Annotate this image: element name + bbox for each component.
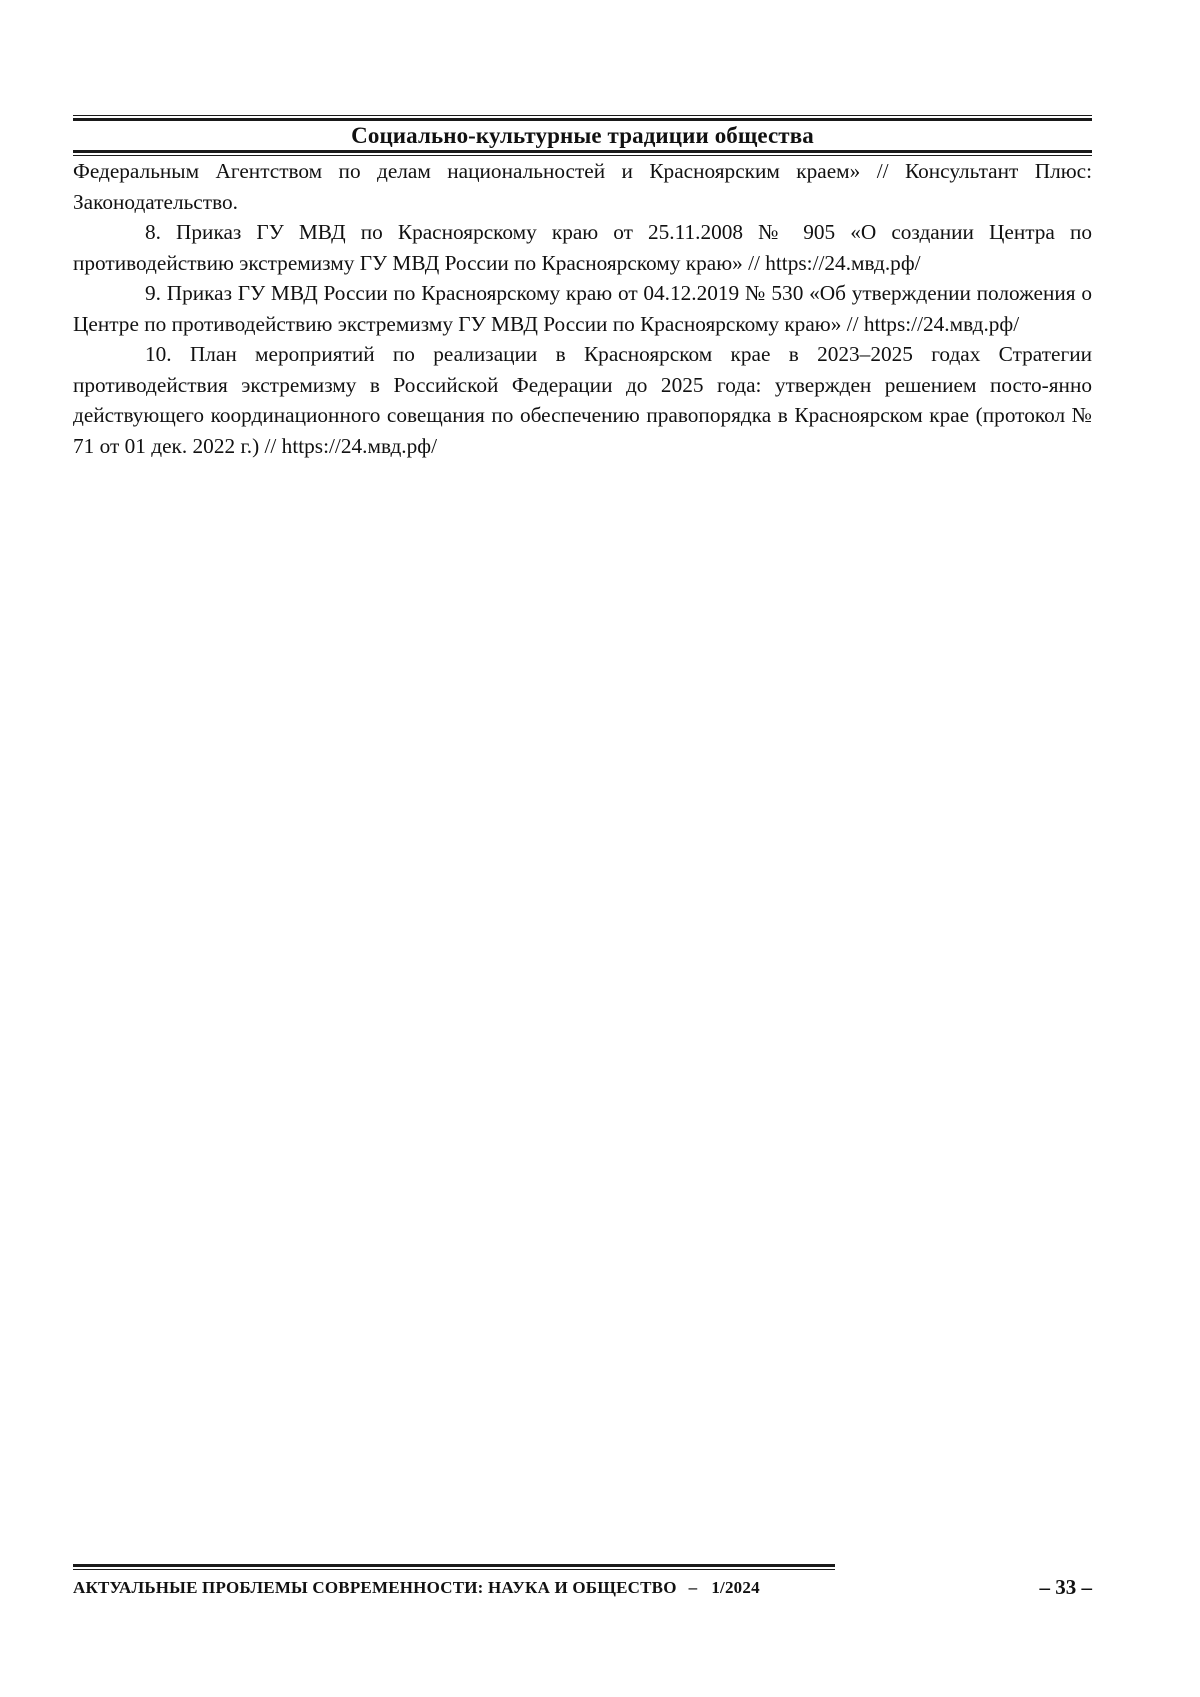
running-header [73,115,1092,156]
page-footer [73,1564,1092,1610]
journal-title-line [73,1578,760,1598]
journal-issue: 1/2024 [711,1578,760,1597]
reference-continuation: Федеральным Агентством по делам национальностей и Красноярским краем» // Консультант Плюс: Законодательство. [73,159,1092,214]
reference-item-10: 10. План мероприятий по реализации в Красноярском крае в 2023–2025 годах Стратегии противодействия экстремизму в Российской Федерации до 2025 года: утвержден решением посто-янно действующего координационного совещания по обеспечению правопорядка в Красноярском крае (протокол № 71 от 01 дек. 2022 г.) // https://24.мвд.рф/ [73,342,1092,458]
journal-title: АКТУАЛЬНЫЕ ПРОБЛЕМЫ СОВРЕМЕННОСТИ: НАУКА И ОБЩЕСТВО [73,1578,677,1597]
reference-list [73,156,1092,461]
running-title: Социально-культурные традиции общества [351,123,814,148]
journal-separator: – [688,1578,698,1597]
page-number: – 33 – [1039,1575,1092,1599]
reference-item-8: 8. Приказ ГУ МВД по Красноярскому краю от 25.11.2008 № 905 «О создании Центра по противодействию экстремизму ГУ МВД России по Красноярскому краю» // https://24.мвд.рф/ [73,220,1092,275]
reference-item-9: 9. Приказ ГУ МВД России по Красноярскому краю от 04.12.2019 № 530 «Об утверждении положения о Центре по противодействию экстремизму ГУ МВД России по Красноярскому краю» // https://24.мвд.рф/ [73,281,1092,336]
